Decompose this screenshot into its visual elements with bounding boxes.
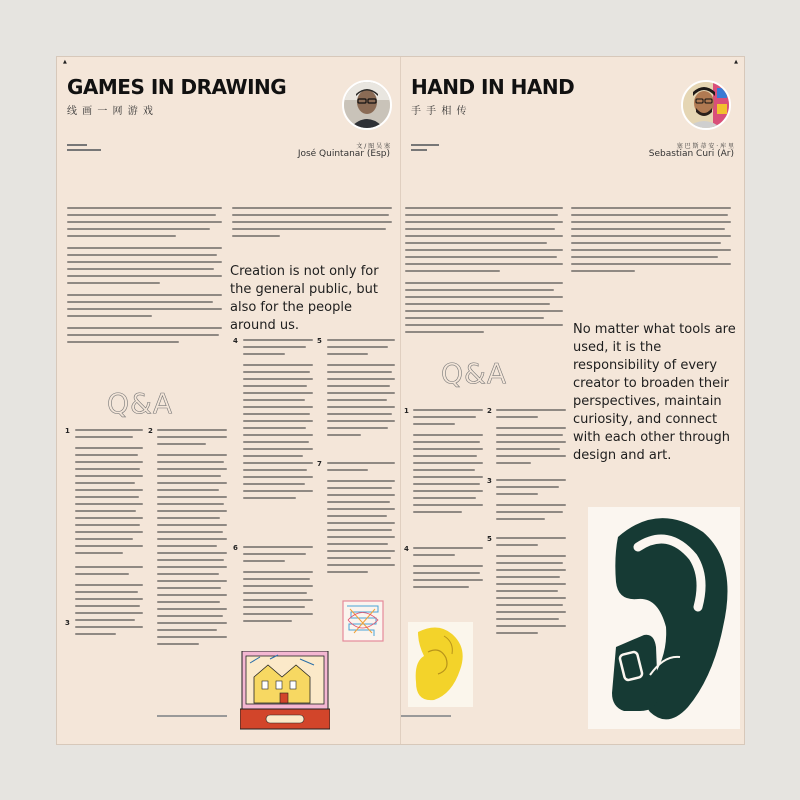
page-title-left: GAMES IN DRAWING	[67, 75, 287, 99]
page-title-right: HAND IN HAND	[411, 75, 575, 99]
meta-block-right	[411, 141, 439, 154]
qa-heading-right: Q&A	[441, 357, 508, 390]
author-name-right: Sebastian Curi (Ar)	[648, 149, 734, 159]
qa-answer-column	[496, 537, 566, 647]
qa-answer-column	[75, 429, 143, 719]
right-page	[401, 57, 744, 744]
meta-block-left	[67, 141, 101, 154]
body-text-column	[67, 207, 222, 382]
qa-answer-column	[496, 479, 566, 529]
question-number: 4	[404, 545, 409, 553]
footer-caption	[157, 715, 227, 717]
body-text-column	[571, 207, 731, 287]
qa-answer-column	[327, 339, 395, 454]
question-number: 6	[233, 544, 238, 552]
body-text-column	[232, 207, 392, 247]
qa-answer-column	[413, 409, 483, 539]
question-number: 2	[487, 407, 492, 415]
question-number: 1	[404, 407, 409, 415]
qa-answer-column	[327, 462, 395, 587]
left-page	[57, 57, 400, 744]
author-name-left: José Quintanar (Esp)	[297, 149, 390, 159]
question-number: 1	[65, 427, 70, 435]
question-number: 7	[317, 460, 322, 468]
byline-cn-left: 文 / 图 吴 塞	[356, 143, 390, 150]
question-number: 3	[487, 477, 492, 485]
byline-cn-right: 塞 巴 斯 蒂 安 · 库 里	[676, 143, 734, 150]
yellow-figure-illustration	[408, 622, 473, 707]
qa-answer-column	[243, 546, 313, 636]
corner-mark: ▲	[63, 59, 67, 65]
hand-illustration	[588, 507, 740, 729]
author-avatar-left	[342, 80, 392, 130]
author-avatar-right	[681, 80, 731, 130]
maze-illustration	[342, 600, 384, 642]
question-number: 4	[233, 337, 238, 345]
question-number: 5	[317, 337, 322, 345]
qa-answer-column	[496, 409, 566, 469]
body-text-column	[405, 207, 563, 347]
page-subtitle-right: 手 手 相 传	[411, 106, 468, 117]
qa-answer-column	[157, 429, 227, 719]
question-number: 5	[487, 535, 492, 543]
house-illustration	[240, 651, 330, 731]
corner-mark: ▲	[734, 59, 738, 65]
pull-quote-left: Creation is not only for the general public, but also for the people around us.	[230, 264, 379, 333]
question-number: 3	[65, 619, 70, 627]
page-subtitle-left: 线 画 一 网 游 戏	[67, 106, 154, 117]
footer-caption	[401, 715, 451, 717]
qa-heading-left: Q&A	[107, 387, 174, 420]
pull-quote-right: No matter what tools are used, it is the responsibility of every creator to broaden their perspectives, maintain curiosity, and connect with each other through design and art.	[573, 322, 736, 463]
qa-answer-column	[243, 339, 313, 539]
question-number: 2	[148, 427, 153, 435]
qa-answer-column	[413, 547, 483, 602]
magazine-spread	[57, 57, 744, 744]
